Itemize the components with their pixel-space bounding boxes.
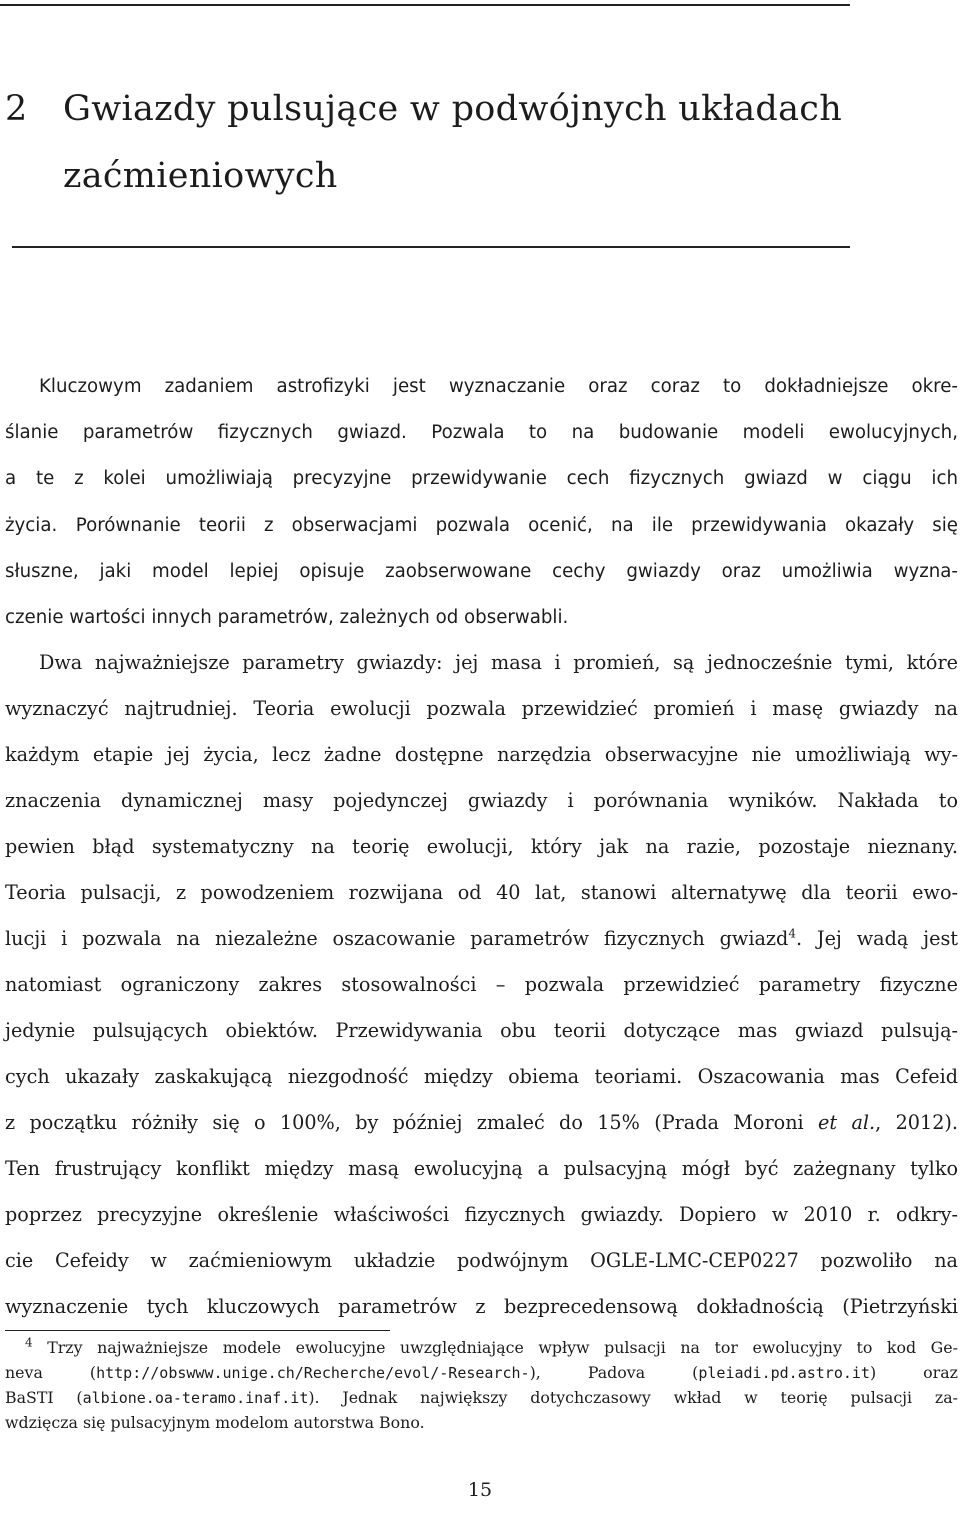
body-line: cych ukazały zaskakującą niezgodność między obiema teoriami. Oszacowania mas Cefeid: [5, 1065, 958, 1088]
chapter-title-line2: zaćmieniowych: [63, 156, 338, 196]
footnote-marker: 4: [25, 1335, 33, 1350]
body-line: Teoria pulsacji, z powodzeniem rozwijana od 40 lat, stanowi alternatywę dla teorii ewo-: [5, 881, 958, 904]
body-line: cie Cefeidy w zaćmieniowym układzie podwójnym OGLE-LMC-CEP0227 pozwoliło na: [5, 1249, 958, 1272]
body-line: lucji i pozwala na niezależne oszacowanie parametrów fizycznych gwiazd$^4$. Jej wadą jest: [5, 926, 958, 950]
footnote-rule: [5, 1330, 390, 1331]
body-line: pewien błąd systematyczny na teorię ewolucji, który jak na razie, pozostaje nieznany.: [5, 835, 958, 858]
intro-line: życia. Porównanie teorii z obserwacjami pozwala ocenić, na ile przewidywania okazały się: [5, 515, 958, 536]
intro-line: ślanie parametrów fizycznych gwiazd. Pozwala to na budowanie modeli ewolucyjnych,: [5, 422, 958, 443]
footnote-ref: 4: [788, 926, 796, 941]
body-line: poprzez precyzyjne określenie właściwości fizycznych gwiazdy. Dopiero w 2010 r. odkry-: [5, 1203, 958, 1226]
body-line: Ten frustrujący konflikt między masą ewolucyjną a pulsacyjną mógł być zażegnany tylko: [5, 1157, 958, 1180]
intro-line: słuszne, jaki model lepiej opisuje zaobserwowane cechy gwiazdy oraz umożliwia wyzna-: [5, 561, 958, 582]
top-rule: [0, 4, 850, 6]
body-line: Dwa najważniejsze parametry gwiazdy: jej masa i promień, są jednocześnie tymi, które: [39, 651, 958, 674]
body-line: wyznaczenie tych kluczowych parametrów z bezprecedensową dokładnością (Pietrzyński: [5, 1295, 958, 1318]
body-line: znaczenia dynamicznej masy pojedynczej gwiazdy i porównania wyników. Nakłada to: [5, 789, 958, 812]
chapter-title-line1: Gwiazdy pulsujące w podwójnych układach: [63, 89, 843, 129]
page-number: 15: [467, 1479, 493, 1501]
footnote-line: BaSTI (albione.oa-teramo.inaf.it). Jednak największy dotychczasowy wkład w teorię pulsacji za-: [5, 1388, 958, 1407]
body-line: natomiast ograniczony zakres stosowalności – pozwala przewidzieć parametry fizyczne: [5, 973, 958, 996]
citation-et-al: et al.: [818, 1111, 876, 1134]
footnote-url-geneva[interactable]: http://obswww.unige.ch/Recherche/evol/-Research-: [96, 1364, 530, 1382]
body-line: każdym etapie jej życia, lecz żadne dostępne narzędzia obserwacyjne nie umożliwiają wy-: [5, 743, 958, 766]
intro-line: a te z kolei umożliwiają precyzyjne przewidywanie cech fizycznych gwiazd w ciągu ich: [5, 468, 958, 489]
intro-line: Kluczowym zadaniem astrofizyki jest wyznaczanie oraz coraz to dokładniejsze okre-: [39, 376, 958, 397]
body-line: z początku różniły się o 100%, by później zmaleć do 15% (Prada Moroni et al., 2012).: [5, 1111, 958, 1134]
footnote-line: wdzięcza się pulsacyjnym modelom autorstwa Bono.: [5, 1413, 425, 1432]
body-line: wyznaczyć najtrudniej. Teoria ewolucji pozwala przewidzieć promień i masę gwiazdy na: [5, 697, 958, 720]
intro-line: czenie wartości innych parametrów, zależnych od obserwabli.: [5, 607, 569, 628]
chapter-title: [5, 76, 905, 210]
body-line: jedynie pulsujących obiektów. Przewidywania obu teorii dotyczące mas gwiazd pulsują-: [5, 1019, 958, 1042]
footnote-line: neva (http://obswww.unige.ch/Recherche/evol/-Research-), Padova (pleiadi.pd.astro.it) oraz: [5, 1363, 958, 1382]
title-rule: [12, 246, 850, 248]
footnote-url-basti[interactable]: albione.oa-teramo.inaf.it: [82, 1389, 309, 1407]
chapter-number: 2: [5, 89, 28, 129]
footnote-url-padova[interactable]: pleiadi.pd.astro.it: [698, 1364, 870, 1382]
footnote-line: $^4$ Trzy najważniejsze modele ewolucyjne uwzględniające wpływ pulsacji na tor ewolucyjny to kod Ge-: [25, 1335, 958, 1357]
